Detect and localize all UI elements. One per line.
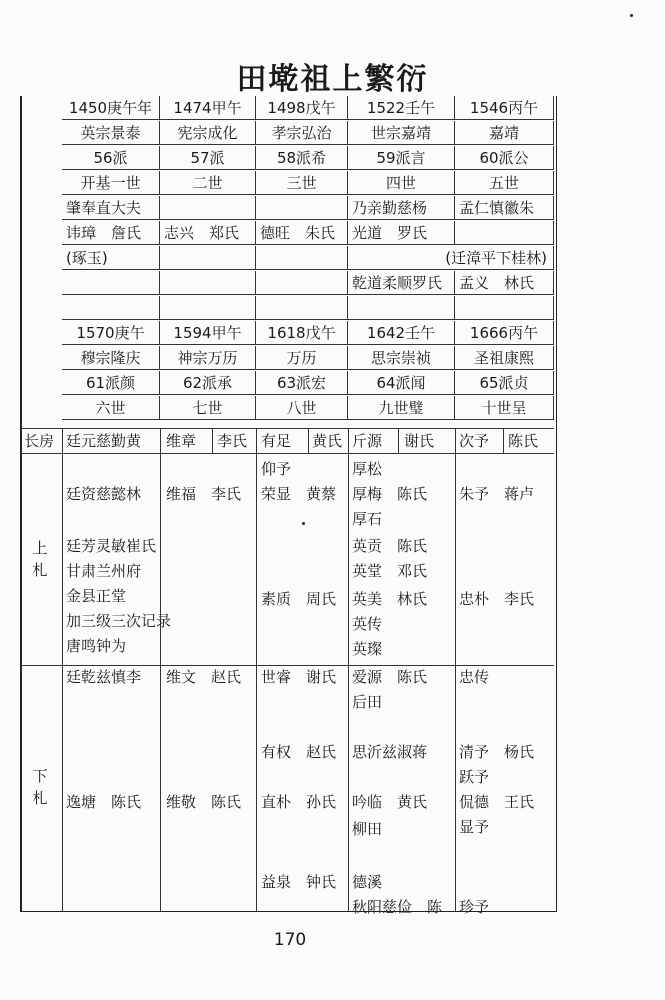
table-cell	[256, 246, 348, 270]
xiazha-col5-line1: 忠传	[459, 668, 490, 686]
xiazha-col3-line4: 益泉 钟氏	[261, 873, 337, 891]
ancestor-name-cell: 讳璋 詹氏	[62, 221, 160, 245]
generation-name-cell: 65派贞	[455, 371, 554, 395]
table-cell	[160, 246, 256, 270]
ancestor-name-cell	[160, 271, 256, 295]
migration-note-cell: (迁漳平下桂林)	[348, 246, 554, 270]
shangzha-col4-line6: 英美 林氏	[352, 590, 428, 608]
shangzha-col1-line4: 甘肃兰州府	[66, 562, 142, 580]
ancestor-title-cell: 肇奉直大夫	[62, 196, 160, 220]
year-cell: 1570庚午	[62, 321, 160, 345]
ancestor-name-cell	[455, 221, 554, 245]
header-eldest-branch: 长房	[24, 432, 55, 450]
xiazha-col5-line4: 侃德 王氏	[459, 793, 535, 811]
table-cell	[348, 296, 455, 320]
generation-cell: 九世璧	[348, 396, 455, 420]
xiazha-col2-line2: 维敬 陈氏	[166, 793, 242, 811]
xiazha-label-1: 下	[32, 767, 48, 785]
shangzha-col4-line1: 厚松	[352, 460, 383, 478]
xiazha-label-2: 札	[32, 789, 48, 807]
xiazha-col4-line4: 吟临 黄氏	[352, 793, 428, 811]
shangzha-col4-line5: 英堂 邓氏	[352, 562, 428, 580]
generation-name-cell: 61派颜	[62, 371, 160, 395]
shangzha-col3-line1: 仰予	[261, 460, 292, 478]
header-col1-name: 廷元慈勤黄	[66, 432, 142, 450]
generation-cell: 十世呈	[455, 396, 554, 420]
shangzha-col1-line3: 廷芳灵敏崔氏	[66, 537, 157, 555]
era-cell: 宪宗成化	[160, 121, 256, 145]
xiazha-col4-line3: 思沂兹淑蒋	[352, 743, 428, 761]
generation-name-cell: 64派闻	[348, 371, 455, 395]
year-cell: 1546丙午	[455, 96, 554, 120]
shangzha-col4-line2: 厚梅 陈氏	[352, 485, 428, 503]
table-cell	[62, 296, 160, 320]
era-cell: 思宗崇祯	[348, 346, 455, 370]
xiazha-col4-line2: 后田	[352, 693, 383, 711]
shangzha-label-1: 上	[32, 539, 48, 557]
header-col4-wife: 谢氏	[404, 432, 435, 450]
year-cell: 1618戊午	[256, 321, 348, 345]
era-cell: 圣祖康熙	[455, 346, 554, 370]
shangzha-col4-line3: 厚石	[352, 510, 383, 528]
header-col2-wife: 李氏	[217, 432, 248, 450]
xiazha-col4-line5: 柳田	[352, 820, 383, 838]
shangzha-col4-line7: 英传	[352, 615, 383, 633]
generation-name-cell: 57派	[160, 146, 256, 170]
xiazha-col3-line2: 有权 赵氏	[261, 743, 337, 761]
xiazha-col5-line5: 显予	[459, 818, 490, 836]
table-cell	[455, 296, 554, 320]
generation-name-cell: 56派	[62, 146, 160, 170]
table-cell	[256, 296, 348, 320]
xiazha-col4-line1: 爱源 陈氏	[352, 668, 428, 686]
year-cell: 1594甲午	[160, 321, 256, 345]
shangzha-col4-line4: 英贡 陈氏	[352, 537, 428, 555]
header-col5-name: 次予	[459, 432, 490, 450]
generation-cell: 七世	[160, 396, 256, 420]
ancestor-title-cell: 孟仁慎徽朱	[455, 196, 554, 220]
shangzha-col5-line1: 朱予 蒋卢	[459, 485, 535, 503]
generation-cell: 八世	[256, 396, 348, 420]
era-cell: 神宗万历	[160, 346, 256, 370]
ancestor-name-cell: 孟义 林氏	[455, 271, 554, 295]
header-col5-wife: 陈氏	[508, 432, 539, 450]
generation-name-cell: 59派言	[348, 146, 455, 170]
era-cell: 穆宗隆庆	[62, 346, 160, 370]
xiazha-col5-line3: 跃予	[459, 768, 490, 786]
shangzha-col1-line7: 唐鸣钟为	[66, 637, 127, 655]
ancestor-note-cell: (琢玉)	[62, 246, 160, 270]
upper-generation-grid	[62, 96, 554, 429]
era-cell: 英宗景泰	[62, 121, 160, 145]
ancestor-name-cell: 志兴 郑氏	[160, 221, 256, 245]
generation-cell: 六世	[62, 396, 160, 420]
shangzha-col1-line5: 金县正堂	[66, 587, 127, 605]
header-col3-name: 有足	[261, 432, 292, 450]
xiazha-col3-line1: 世睿 谢氏	[261, 668, 337, 686]
shangzha-col3-line2: 荣显 黄蔡	[261, 485, 337, 503]
year-cell: 1474甲午	[160, 96, 256, 120]
ancestor-title-cell	[160, 196, 256, 220]
xiazha-col1-line2: 逸塘 陈氏	[66, 793, 142, 811]
generation-cell: 三世	[256, 171, 348, 195]
xiazha-col5-line6: 珍予	[459, 898, 490, 916]
year-cell: 1666丙午	[455, 321, 554, 345]
ancestor-title-cell: 乃亲勤慈杨	[348, 196, 455, 220]
generation-cell: 开基一世	[62, 171, 160, 195]
shangzha-col5-line2: 忠朴 李氏	[459, 590, 535, 608]
page-number: 170	[273, 930, 307, 950]
generation-cell: 五世	[455, 171, 554, 195]
header-col4-name: 斤源	[352, 432, 383, 450]
scan-speck	[302, 522, 305, 525]
year-cell: 1642壬午	[348, 321, 455, 345]
generation-name-cell: 58派希	[256, 146, 348, 170]
era-cell: 世宗嘉靖	[348, 121, 455, 145]
generation-name-cell: 63派宏	[256, 371, 348, 395]
ancestor-title-cell	[256, 196, 348, 220]
xiazha-col4-line6: 德溪	[352, 873, 383, 891]
shangzha-col1-line1: 廷资慈懿林	[66, 485, 142, 503]
xiazha-col2-line1: 维文 赵氏	[166, 668, 242, 686]
header-col3-wife: 黄氏	[312, 432, 343, 450]
xiazha-col5-line2: 清予 杨氏	[459, 743, 535, 761]
ancestor-name-cell: 光道 罗氏	[348, 221, 455, 245]
year-cell: 1522壬午	[348, 96, 455, 120]
scan-speck	[630, 14, 633, 17]
shangzha-col4-line8: 英璨	[352, 640, 383, 658]
ancestor-name-cell: 德旺 朱氏	[256, 221, 348, 245]
shangzha-col3-line3: 素质 周氏	[261, 590, 337, 608]
xiazha-col1-line1: 廷乾兹慎李	[66, 668, 142, 686]
generation-cell: 四世	[348, 171, 455, 195]
era-cell: 嘉靖	[455, 121, 554, 145]
generation-cell: 二世	[160, 171, 256, 195]
ancestor-name-cell	[62, 271, 160, 295]
ancestor-name-cell	[256, 271, 348, 295]
shangzha-col1-line6: 加三级三次记录	[66, 612, 172, 630]
era-cell: 孝宗弘治	[256, 121, 348, 145]
table-cell	[160, 296, 256, 320]
shangzha-col2-line1: 维福 李氏	[166, 485, 242, 503]
era-cell: 万历	[256, 346, 348, 370]
generation-name-cell: 60派公	[455, 146, 554, 170]
year-cell: 1450庚午年	[62, 96, 160, 120]
year-cell: 1498戊午	[256, 96, 348, 120]
generation-name-cell: 62派承	[160, 371, 256, 395]
page-title: 田墘祖上繁衍	[236, 62, 429, 97]
xiazha-col3-line3: 直朴 孙氏	[261, 793, 337, 811]
ancestor-name-cell: 乾道柔顺罗氏	[348, 271, 455, 295]
xiazha-col4-line7: 秋阳慈俭 陈	[352, 898, 443, 916]
shangzha-label-2: 札	[32, 561, 48, 579]
header-col2-name: 维章	[166, 432, 197, 450]
